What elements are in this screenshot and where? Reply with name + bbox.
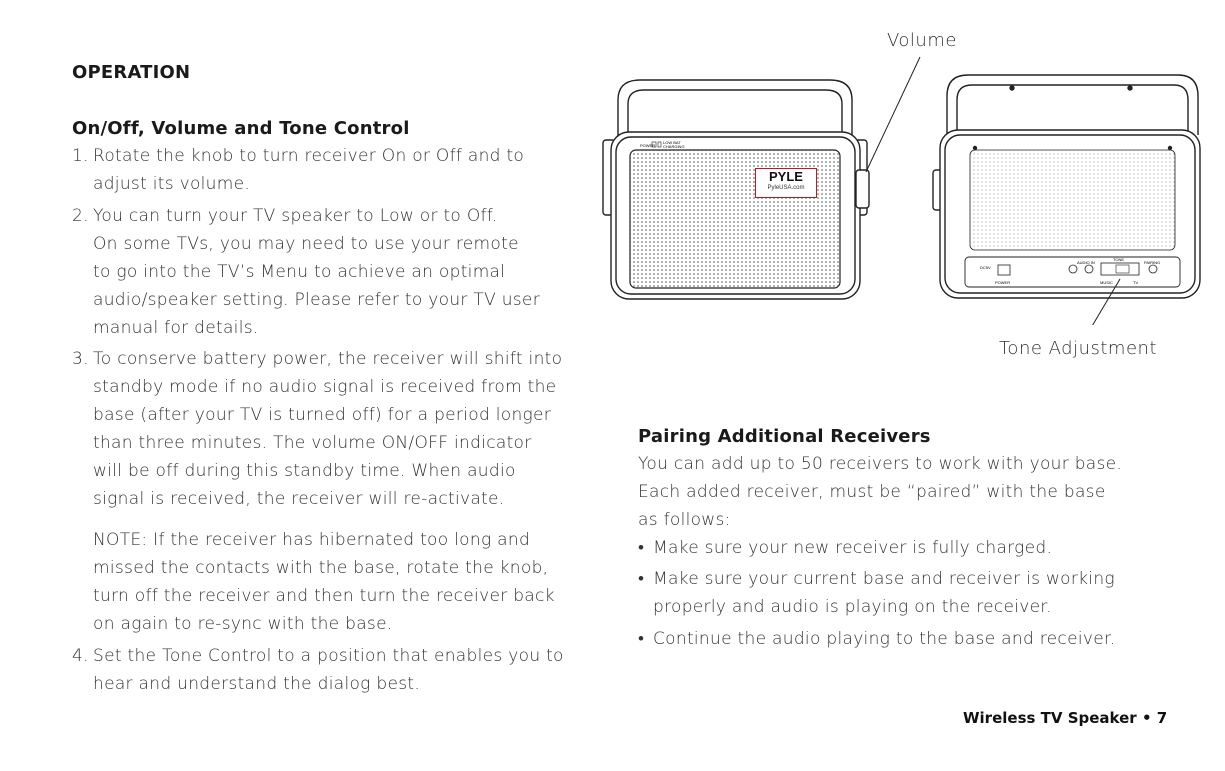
list-item-line: To conserve battery power, the receiver will shift into	[93, 349, 563, 369]
footer-title: Wireless TV Speaker	[963, 709, 1137, 727]
list-item-number: 1.	[72, 146, 89, 166]
tone-adjustment-label: Tone Adjustment	[999, 338, 1157, 359]
page-number: 7	[1156, 709, 1168, 727]
back-tone-label: TONE	[1113, 257, 1125, 262]
list-item-line: On some TVs, you may need to use your remote	[93, 234, 519, 254]
back-dc-label: DC5V	[980, 265, 991, 270]
list-item-line: Set the Tone Control to a position that enables you to	[93, 646, 564, 666]
bullet-symbol: •	[638, 538, 645, 558]
list-item-number: 3.	[72, 349, 89, 369]
list-item-line: hear and understand the dialog best.	[93, 674, 421, 694]
intro-line: You can add up to 50 receivers to work with your base.	[638, 454, 1123, 474]
footer-separator: •	[1141, 709, 1152, 727]
back-pairing-label: PAIRING	[1144, 260, 1161, 265]
note-line: missed the contacts with the base, rotate the knob,	[93, 558, 549, 578]
bullet-line: Make sure your current base and receiver is working	[653, 569, 1115, 589]
intro-line: Each added receiver, must be “paired” with the base	[638, 482, 1106, 502]
subheading-controls: On/Off, Volume and Tone Control	[72, 118, 410, 139]
note-line: NOTE: If the receiver has hibernated too long and	[93, 530, 531, 550]
back-audio-in-label: AUDIO IN	[1077, 260, 1095, 265]
volume-label: Volume	[887, 30, 957, 51]
logo-site: PyleUSA.com	[767, 185, 805, 191]
list-item-line: adjust its volume.	[93, 174, 251, 194]
note-line: turn off the receiver and then turn the receiver back	[93, 586, 555, 606]
bullet-line: Make sure your new receiver is fully charged.	[653, 538, 1053, 558]
list-item-number: 4.	[72, 646, 89, 666]
list-item-number: 2.	[72, 206, 89, 226]
bullet-line: properly and audio is playing on the receiver.	[653, 597, 1052, 617]
front-charging-label: CHARGING	[663, 144, 685, 149]
list-item-line: audio/speaker setting. Please refer to your TV user	[93, 290, 540, 310]
bullet-symbol: •	[638, 629, 645, 649]
front-speaker	[603, 80, 869, 299]
page-footer	[963, 709, 1167, 727]
back-tv-label: TV	[1133, 280, 1139, 285]
back-power-label: POWER	[995, 280, 1011, 285]
section-title: OPERATION	[72, 62, 191, 83]
bullet-line: Continue the audio playing to the base and receiver.	[653, 629, 1116, 649]
subheading-pairing: Pairing Additional Receivers	[638, 426, 931, 447]
pyle-logo	[755, 168, 817, 198]
list-item-line: to go into the TV’s Menu to achieve an optimal	[93, 262, 506, 282]
logo-brand: PYLE	[769, 169, 803, 184]
note-line: on again to re-sync with the base.	[93, 614, 393, 634]
list-item-line: Rotate the knob to turn receiver On or Off and to	[93, 146, 525, 166]
intro-line: as follows:	[638, 510, 731, 530]
speaker-illustration	[590, 55, 1210, 325]
front-lowbat-label: LOW BAT	[663, 140, 681, 145]
back-music-label: MUSIC	[1100, 280, 1113, 285]
volume-callout-line	[866, 57, 920, 172]
bullet-symbol: •	[638, 569, 645, 589]
list-item-line: You can turn your TV speaker to Low or to Off.	[93, 206, 498, 226]
list-item-line: manual for details.	[93, 318, 259, 338]
list-item-line: standby mode if no audio signal is received from the	[93, 377, 557, 397]
list-item-line: than three minutes. The volume ON/OFF indicator	[93, 433, 532, 453]
list-item-line: signal is received, the receiver will re-activate.	[93, 489, 505, 509]
list-item-line: base (after your TV is turned off) for a period longer	[93, 405, 552, 425]
list-item-line: will be off during this standby time. When audio	[93, 461, 516, 481]
front-power-label: POWER	[640, 143, 656, 148]
